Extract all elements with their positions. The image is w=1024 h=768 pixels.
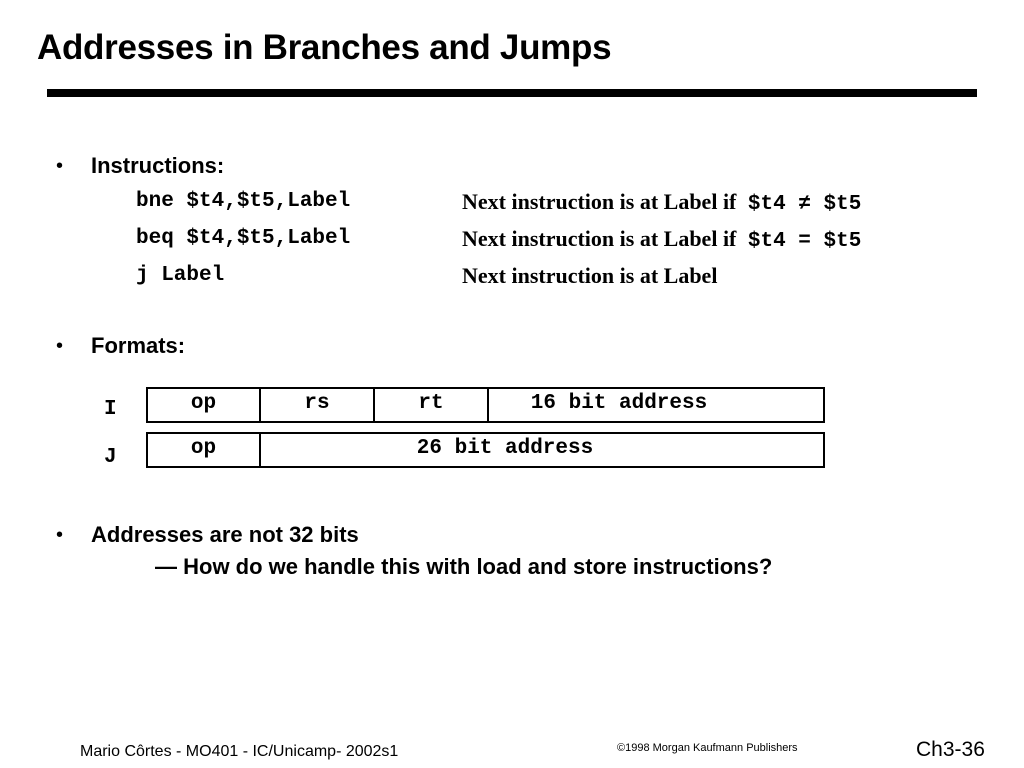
bullet-icon: •: [56, 155, 64, 177]
bullet-icon: •: [56, 335, 64, 357]
footer-author: Mario Côrtes - MO401 - IC/Unicamp- 2002s1: [80, 743, 399, 760]
instruction-code: bne $t4,$t5,Label: [136, 190, 351, 213]
format-field-rs: rs: [261, 389, 375, 421]
instruction-code: j Label: [136, 264, 225, 287]
instruction-desc-text: Next instruction is at Label if: [462, 189, 737, 214]
formats-heading: Formats:: [91, 333, 186, 358]
addresses-heading: Addresses are not 32 bits: [91, 522, 359, 547]
instruction-condition: $t4 = $t5: [747, 230, 862, 253]
copyright-text: 1998 Morgan Kaufmann Publishers: [625, 742, 798, 754]
instructions-heading: Instructions:: [91, 153, 225, 178]
format-label-i: I: [104, 398, 117, 421]
format-field-address: 26 bit address: [416, 437, 594, 460]
slide-title: Addresses in Branches and Jumps: [37, 28, 612, 67]
format-field-address: 16 bit address: [530, 392, 708, 415]
slide-number: Ch3-36: [916, 738, 985, 761]
format-label-j: J: [104, 446, 117, 469]
instruction-condition: $t4 ≠ $t5: [747, 193, 862, 216]
copyright-icon: ©: [617, 742, 626, 754]
format-field-op: op: [148, 389, 261, 421]
addresses-subpoint: — How do we handle this with load and store instructions?: [155, 554, 773, 579]
format-field-op: op: [148, 434, 261, 466]
format-i-row: [146, 387, 825, 423]
bullet-icon: •: [56, 524, 64, 546]
format-j-row: [146, 432, 825, 468]
title-divider: [47, 89, 977, 97]
instruction-description: [462, 263, 717, 289]
instruction-desc-text: Next instruction is at Label: [462, 263, 718, 288]
instruction-desc-text: Next instruction is at Label if: [462, 226, 737, 251]
format-field-rt: rt: [375, 389, 489, 421]
instruction-description: [462, 189, 861, 216]
instruction-code: beq $t4,$t5,Label: [136, 227, 351, 250]
instruction-description: [462, 226, 861, 253]
footer-copyright: [617, 742, 798, 754]
